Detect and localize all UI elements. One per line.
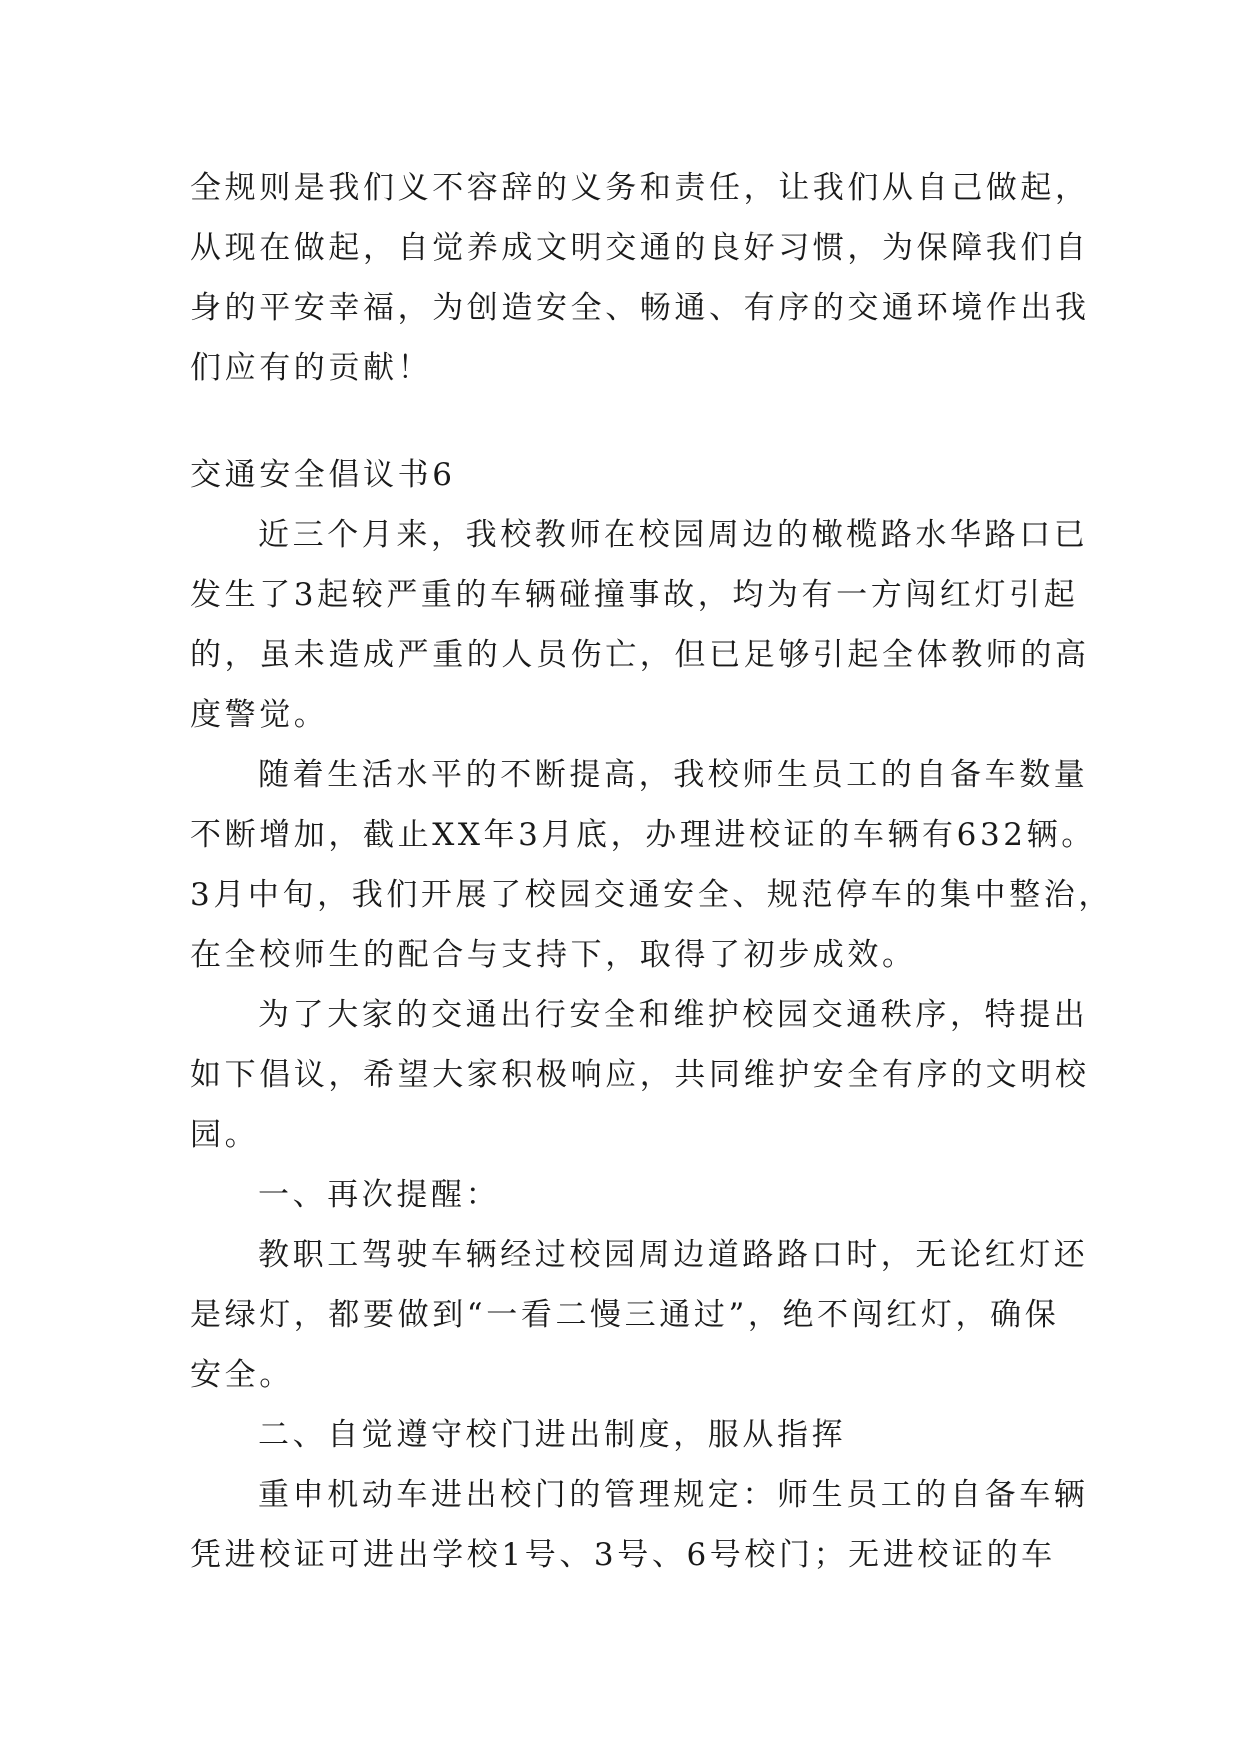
text-line: 在全校师生的配合与支持下，取得了初步成效。 — [190, 937, 917, 973]
text-line: 凭进校证可进出学校1号、3号、6号校门；无进校证的车 — [190, 1537, 1056, 1573]
section-title: 交通安全倡议书6 — [190, 457, 456, 493]
list-heading: 一、再次提醒： — [258, 1177, 501, 1213]
text-line: 园。 — [190, 1117, 260, 1153]
text-line: 安全。 — [190, 1357, 294, 1393]
list-heading: 二、自觉遵守校门进出制度，服从指挥 — [258, 1417, 847, 1453]
text-line: 3月中旬，我们开展了校园交通安全、规范停车的集中整治， — [190, 877, 1113, 913]
text-line: 从现在做起，自觉养成文明交通的良好习惯，为保障我们自 — [190, 230, 1090, 266]
text-line: 如下倡议，希望大家积极响应，共同维护安全有序的文明校 — [190, 1057, 1090, 1093]
text-line: 是绿灯，都要做到“一看二慢三通过”，绝不闯红灯，确保 — [190, 1297, 1060, 1333]
text-line: 为了大家的交通出行安全和维护校园交通秩序，特提出 — [258, 997, 1089, 1033]
text-line: 度警觉。 — [190, 697, 329, 733]
text-line: 重申机动车进出校门的管理规定：师生员工的自备车辆 — [258, 1477, 1089, 1513]
text-line: 们应有的贡献！ — [190, 350, 433, 386]
text-line: 随着生活水平的不断提高，我校师生员工的自备车数量 — [258, 757, 1089, 793]
text-line: 的，虽未造成严重的人员伤亡，但已足够引起全体教师的高 — [190, 637, 1090, 673]
text-line: 身的平安幸福，为创造安全、畅通、有序的交通环境作出我 — [190, 290, 1090, 326]
text-line: 近三个月来，我校教师在校园周边的橄榄路水华路口已 — [258, 517, 1089, 553]
text-line: 全规则是我们义不容辞的义务和责任，让我们从自己做起， — [190, 170, 1090, 206]
text-line: 教职工驾驶车辆经过校园周边道路路口时，无论红灯还 — [258, 1237, 1089, 1273]
text-line: 不断增加，截止XX年3月底，办理进校证的车辆有632辆。 — [190, 817, 1096, 853]
text-line: 发生了3起较严重的车辆碰撞事故，均为有一方闯红灯引起 — [190, 577, 1079, 613]
